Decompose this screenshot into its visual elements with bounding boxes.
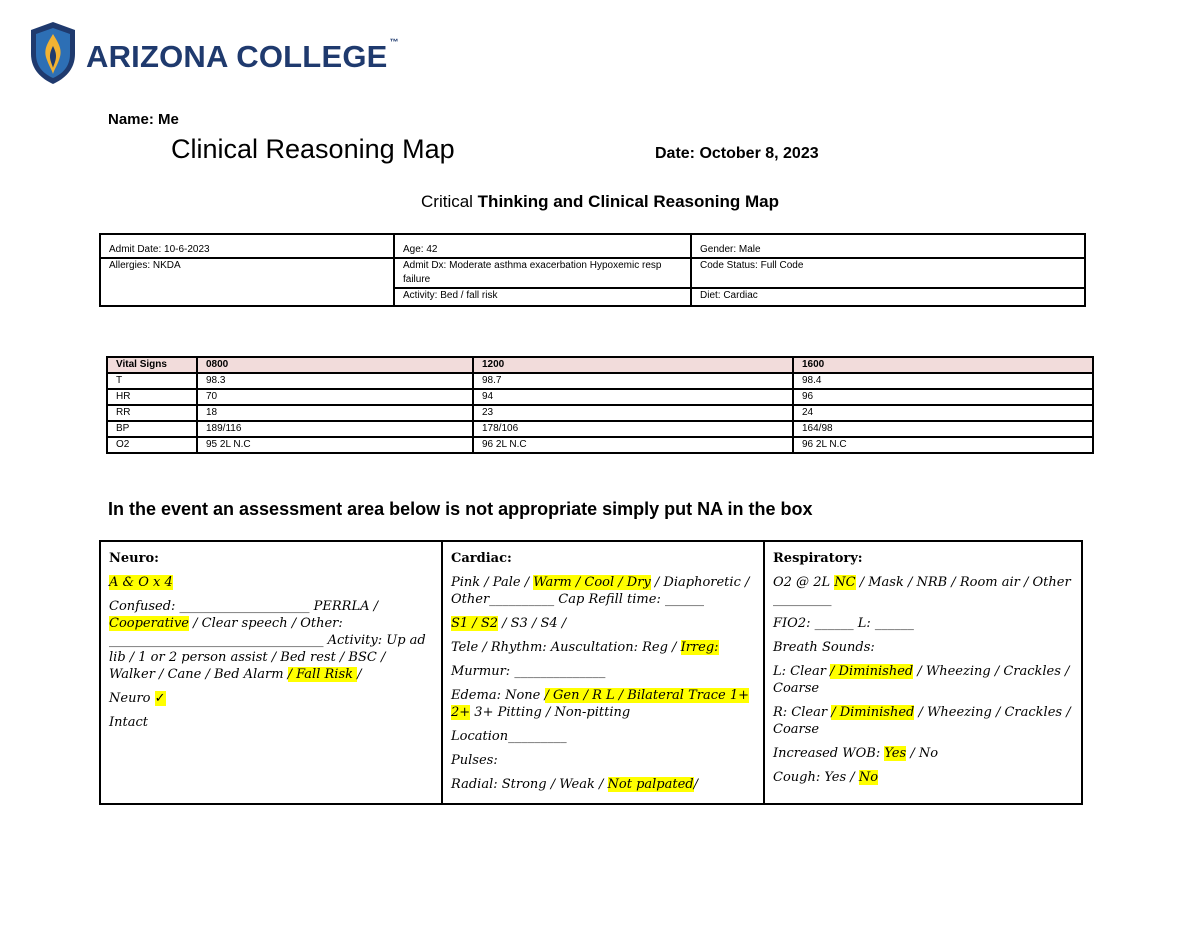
vitals-header: 0800: [197, 357, 473, 373]
cardiac-radial: Radial: Strong / Weak / Not palpated/: [451, 777, 699, 792]
vitals-header: 1600: [793, 357, 1093, 373]
resp-cough: Cough: Yes / No: [773, 770, 879, 785]
vital-label: HR: [107, 389, 197, 405]
page-title: Clinical Reasoning Map: [171, 134, 455, 164]
vital-label: T: [107, 373, 197, 389]
vital-value: 178/106: [473, 421, 793, 437]
college-name: ARIZONA COLLEGE ™: [86, 37, 399, 74]
aox-highlight: A & O x 4: [109, 575, 173, 590]
resp-o2: O2 @ 2L NC / Mask / NRB / Room air / Other _________: [773, 575, 1071, 607]
neuro-check-line: Neuro ✓: [109, 691, 166, 706]
college-logo: [28, 20, 399, 90]
shield-flame-icon: [28, 20, 78, 86]
resp-wob: Increased WOB: Yes / No: [773, 746, 939, 761]
cardiac-heart-sounds: S1 / S2 / S3 / S4 /: [451, 616, 567, 631]
vital-label: BP: [107, 421, 197, 437]
vital-value: 96: [793, 389, 1093, 405]
diet-cell: Diet: Cardiac: [691, 288, 1085, 306]
vital-value: 24: [793, 405, 1093, 421]
cardiac-heading: Cardiac:: [451, 551, 512, 566]
age-cell: Age: 42: [394, 234, 691, 258]
table-row: [107, 421, 1093, 437]
cardiac-pulses: Pulses:: [451, 753, 498, 768]
vital-value: 189/116: [197, 421, 473, 437]
cardiac-section: [443, 542, 765, 803]
vital-value: 94: [473, 389, 793, 405]
vital-label: RR: [107, 405, 197, 421]
vital-value: 18: [197, 405, 473, 421]
code-status-cell: Code Status: Full Code: [691, 258, 1085, 288]
student-name: Name: Me: [108, 111, 179, 128]
cardiac-edema: Edema: None / Gen / R L / Bilateral Trace 1+ 2+ 3+ Pitting / Non-pitting: [451, 688, 750, 720]
vital-value: 70: [197, 389, 473, 405]
activity-cell: Activity: Bed / fall risk: [394, 288, 691, 306]
vital-value: 98.4: [793, 373, 1093, 389]
table-row: [107, 389, 1093, 405]
vital-label: O2: [107, 437, 197, 453]
vital-value: 96 2L N.C: [473, 437, 793, 453]
vital-value: 96 2L N.C: [793, 437, 1093, 453]
instruction-text: In the event an assessment area below is not appropriate simply put NA in the box: [108, 499, 813, 519]
map-subtitle: Critical Thinking and Clinical Reasoning Map: [421, 192, 779, 211]
vital-signs-table: [106, 356, 1094, 454]
neuro-section: [101, 542, 443, 803]
respiratory-heading: Respiratory:: [773, 551, 863, 566]
assessment-box: [99, 540, 1083, 805]
check-icon: ✓: [154, 691, 166, 706]
neuro-details: Confused: ____________________ PERRLA / Cooperative / Clear speech / Other: _________________________________ Activity: Up ad lib / 1 or 2 person assist / Bed rest / BSC / Walker / Cane / Bed Alarm / Fall Risk /: [109, 599, 426, 682]
table-row: [107, 437, 1093, 453]
cardiac-location: Location_________: [451, 729, 567, 744]
vitals-header: Vital Signs: [107, 357, 197, 373]
cardiac-skin: Pink / Pale / Warm / Cool / Dry / Diaphoretic / Other__________ Cap Refill time: ______: [451, 575, 750, 607]
vitals-header: 1200: [473, 357, 793, 373]
table-row: [107, 373, 1093, 389]
neuro-heading: Neuro:: [109, 551, 159, 566]
vitals-header-row: [107, 357, 1093, 373]
gender-cell: Gender: Male: [691, 234, 1085, 258]
cardiac-murmur: Murmur: ______________: [451, 664, 606, 679]
vital-value: 98.3: [197, 373, 473, 389]
allergies-cell: Allergies: NKDA: [100, 258, 394, 306]
vital-value: 95 2L N.C: [197, 437, 473, 453]
patient-info-table: [99, 233, 1086, 307]
neuro-intact: Intact: [109, 715, 148, 730]
resp-right: R: Clear / Diminished / Wheezing / Crackles / Coarse: [773, 705, 1071, 737]
resp-breath-sounds: Breath Sounds:: [773, 640, 875, 655]
resp-fio2: FIO2: ______ L: ______: [773, 616, 914, 631]
cardiac-tele: Tele / Rhythm: Auscultation: Reg / Irreg:: [451, 640, 719, 655]
vital-value: 98.7: [473, 373, 793, 389]
vital-value: 164/98: [793, 421, 1093, 437]
vital-value: 23: [473, 405, 793, 421]
respiratory-section: [765, 542, 1083, 803]
date-label: Date: October 8, 2023: [655, 145, 819, 162]
admit-dx-cell: Admit Dx: Moderate asthma exacerbation Hypoxemic resp failure: [394, 258, 691, 288]
resp-left: L: Clear / Diminished / Wheezing / Crackles / Coarse: [773, 664, 1070, 696]
admit-date-cell: Admit Date: 10-6-2023: [100, 234, 394, 258]
table-row: [107, 405, 1093, 421]
